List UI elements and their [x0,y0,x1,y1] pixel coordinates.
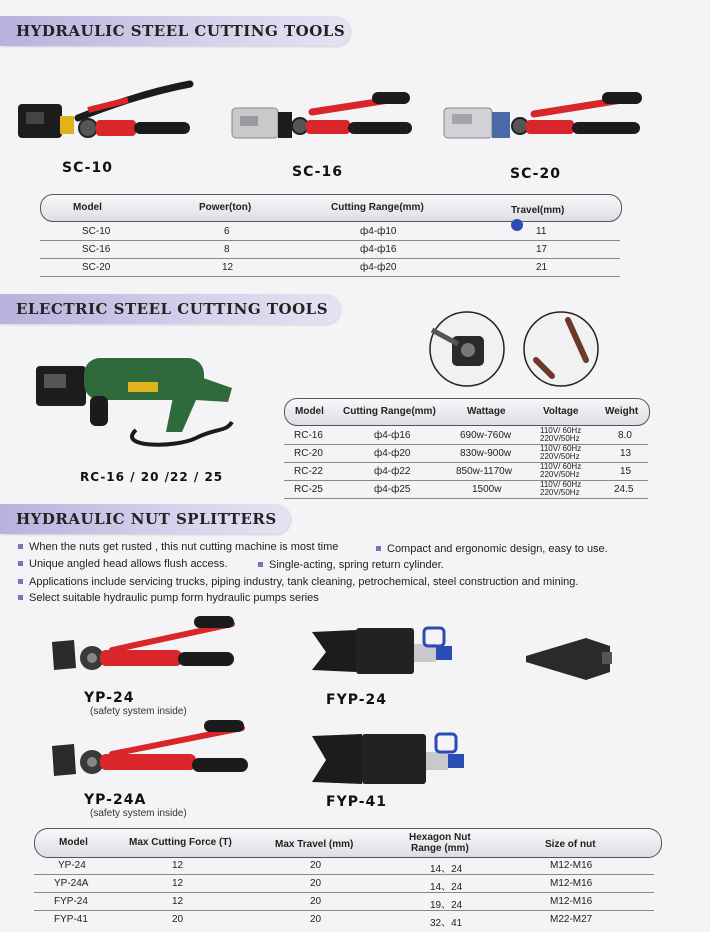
cell: 13 [620,448,632,459]
splitter-blade-image [526,636,614,682]
cell: 220V/50Hz [540,452,580,461]
table-row [40,240,620,259]
table-row [40,222,620,241]
yp-24-tool-image [52,612,242,682]
cell: RC-20 [294,448,323,459]
cell: 1500w [472,484,502,495]
column-header: Hexagon Nut [409,832,471,843]
section-banner-hydraulic-steel-cutting [0,16,350,46]
cell: 220V/50Hz [540,488,580,497]
rc-tool-label: RC-16 / 20 /22 / 25 [80,470,224,484]
section-title: HYDRAULIC STEEL CUTTING TOOLS [16,22,346,40]
cell: M12-M16 [550,878,593,889]
table-row [40,258,620,277]
cell: 6 [224,226,230,237]
column-header: Max Cutting Force (T) [129,837,232,848]
cell: 20 [172,914,184,925]
cell: ф4-ф25 [374,484,411,495]
sc-16-tool-image [232,90,412,150]
cell: RC-25 [294,484,323,495]
yp-24-note: (safety system inside) [90,706,187,717]
bullet-icon [18,579,23,584]
sc-20-tool-image [444,90,644,150]
cell: 830w-900w [460,448,512,459]
bullet-icon [18,561,23,566]
section-title: ELECTRIC STEEL CUTTING TOOLS [16,300,329,318]
cell: 32、41 [430,918,463,929]
column-header: Range (mm) [411,843,469,854]
cell: 17 [536,244,548,255]
cell: M12-M16 [550,860,593,871]
column-header: Model [295,406,324,417]
cell: 12 [172,896,184,907]
table-row [284,426,648,445]
cell: 20 [310,860,322,871]
sc-10-label: SC-10 [62,160,113,176]
column-header: Cutting Range(mm) [331,202,424,213]
fyp-41-label: FYP-41 [326,794,388,810]
column-header: Model [59,837,88,848]
section-banner-electric-steel-cutting [0,294,340,324]
bullet-icon [258,562,263,567]
cell: 12 [172,878,184,889]
column-header: Max Travel (mm) [275,839,354,850]
table-header [284,398,650,426]
column-header: Cutting Range(mm) [343,406,436,417]
cell: M12-M16 [550,896,593,907]
cell: 8.0 [618,430,632,441]
cell: 220V/50Hz [540,470,580,479]
column-header: Wattage [467,406,506,417]
cell: ф4-ф22 [374,466,411,477]
section-banner-nut-splitters [0,504,290,534]
table-header [40,194,622,222]
cell: 110V/ 60Hz [540,444,582,453]
cell: 110V/ 60Hz [540,480,582,489]
cell: YP-24A [54,878,89,889]
yp-24-label: YP-24 [84,690,135,706]
cell: ф4-ф16 [374,430,411,441]
cell: RC-22 [294,466,323,477]
fyp-41-tool-image [312,730,472,790]
cell: FYP-41 [54,914,88,925]
table-row [284,462,648,481]
cell: 110V/ 60Hz [540,426,582,435]
table-row [34,910,654,928]
cell: 15 [620,466,632,477]
bullet-icon [18,544,23,549]
cell: 24.5 [614,484,634,495]
table-row [34,874,654,893]
fyp-24-tool-image [312,622,462,682]
fyp-24-label: FYP-24 [326,692,388,708]
yp-24a-tool-image [52,718,252,788]
cell: M22-M27 [550,914,593,925]
cell: 850w-1170w [456,466,512,477]
cell: 14、24 [430,864,463,875]
cut-bar-detail-image [522,310,600,388]
table-row [284,480,648,499]
cell: 690w-760w [460,430,512,441]
list-item: Compact and ergonomic design, easy to use. [376,543,608,555]
cell: ф4-ф20 [360,262,397,273]
cell: 220V/50Hz [540,434,580,443]
table-row [34,856,654,875]
cell: 20 [310,914,322,925]
section-title: HYDRAULIC NUT SPLITTERS [16,510,277,528]
cell: 12 [222,262,234,273]
rc-tool-image [36,352,236,452]
list-item: Unique angled head allows flush access. [18,558,228,570]
bullet-icon [376,546,381,551]
cutter-head-detail-image [428,310,506,388]
list-item: Single-acting, spring return cylinder. [258,559,444,571]
cell: 110V/ 60Hz [540,462,582,471]
cell: ф4-ф16 [360,244,397,255]
cell: ф4-ф10 [360,226,397,237]
cell: YP-24 [58,860,86,871]
cell: 19、24 [430,900,463,911]
column-header: Model [73,202,102,213]
cell: RC-16 [294,430,323,441]
bullet-icon [18,595,23,600]
cell: 21 [536,262,548,273]
cell: ф4-ф20 [374,448,411,459]
sc-20-label: SC-20 [510,166,561,182]
cell: SC-20 [82,262,111,273]
table-header [34,828,662,858]
table-row [284,444,648,463]
cell: SC-16 [82,244,111,255]
cell: SC-10 [82,226,111,237]
cell: 8 [224,244,230,255]
cell: 20 [310,878,322,889]
column-header: Travel(mm) [511,205,565,216]
list-item: Applications include servicing trucks, piping industry, tank cleaning, petrochemical, steel construction and mining. [18,576,578,588]
cell: FYP-24 [54,896,88,907]
column-header: Power(ton) [199,202,252,213]
list-item: When the nuts get rusted , this nut cutting machine is most time [18,541,338,553]
cell: 11 [536,226,547,237]
cell: 12 [172,860,184,871]
yp-24a-note: (safety system inside) [90,808,187,819]
yp-24a-label: YP-24A [84,792,147,808]
cell: 20 [310,896,322,907]
sc-10-tool-image [18,82,198,152]
column-header: Voltage [543,406,579,417]
column-header: Weight [605,406,639,417]
cell: 14、24 [430,882,463,893]
list-item: Select suitable hydraulic pump form hydraulic pumps series [18,592,319,604]
table-row [34,892,654,911]
column-header: Size of nut [545,839,596,850]
sc-16-label: SC-16 [292,164,343,180]
